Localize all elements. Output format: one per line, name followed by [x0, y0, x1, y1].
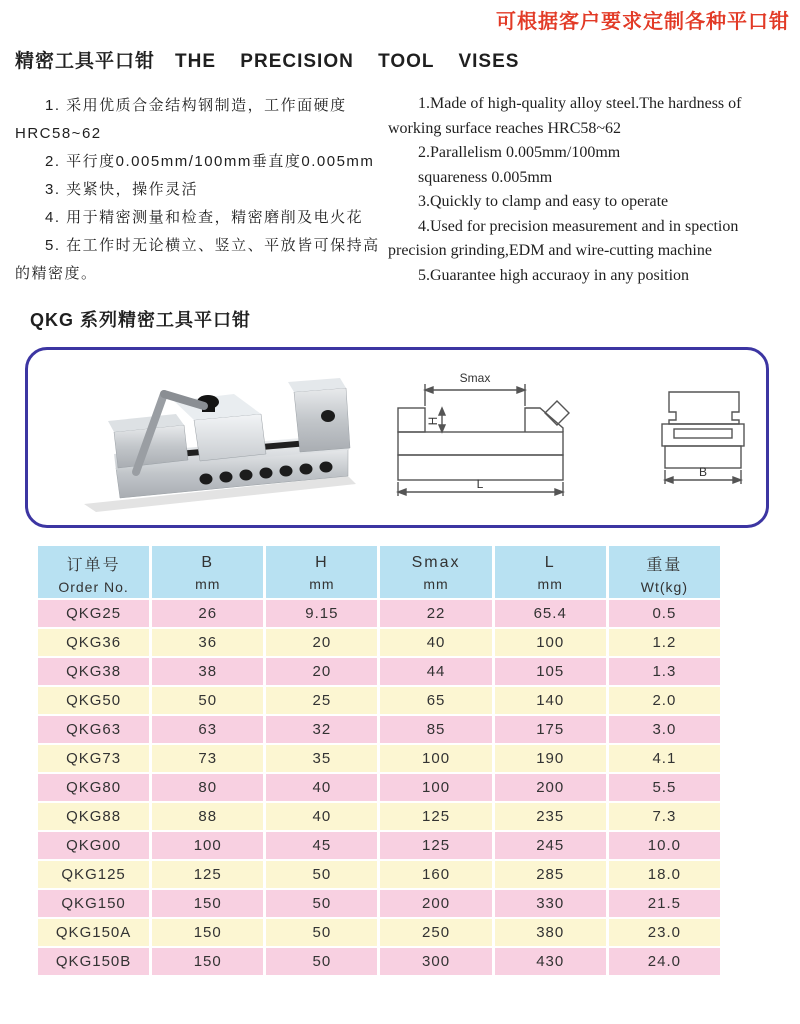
cell-l: 100: [495, 629, 606, 656]
table-row: [38, 658, 720, 685]
cell-b: 100: [152, 832, 263, 859]
spec-table-head: [38, 546, 720, 598]
cell-h: 35: [266, 745, 377, 772]
cell-l: 380: [495, 919, 606, 946]
dim-label-b: B: [698, 465, 708, 479]
table-row: [38, 629, 720, 656]
cell-l: 200: [495, 774, 606, 801]
features-english: [388, 92, 792, 288]
feature-line-en: precision grinding,EDM and wire-cutting machine: [388, 242, 712, 259]
cell-b: 80: [152, 774, 263, 801]
cell-l: 430: [495, 948, 606, 975]
custom-order-note: 可根据客户要求定制各种平口钳: [496, 11, 790, 33]
cell-order-no: QKG150: [38, 890, 149, 917]
cell-weight: 4.1: [609, 745, 720, 772]
cell-smax: 125: [380, 832, 491, 859]
feature-line-en: 4.Used for precision measurement and in spection: [418, 217, 739, 235]
cell-weight: 23.0: [609, 919, 720, 946]
cell-h: 20: [266, 658, 377, 685]
header-line2: mm: [195, 576, 221, 592]
feature-line-zh: 3. 夹紧快，操作灵活: [45, 181, 199, 198]
header-line1: 重量: [646, 556, 683, 574]
header-line2: mm: [537, 576, 563, 592]
spec-table-body: [38, 600, 720, 975]
vise-movable-jaw: [194, 414, 266, 461]
series-section-title: QKG 系列精密工具平口钳: [30, 310, 252, 330]
side-left-jaw: [398, 408, 425, 432]
cell-weight: 7.3: [609, 803, 720, 830]
cell-h: 50: [266, 948, 377, 975]
spec-table-header-cell: [380, 546, 491, 598]
cell-weight: 2.0: [609, 687, 720, 714]
cell-l: 330: [495, 890, 606, 917]
cell-b: 150: [152, 919, 263, 946]
table-row: [38, 600, 720, 627]
cell-b: 26: [152, 600, 263, 627]
cell-h: 25: [266, 687, 377, 714]
cell-smax: 85: [380, 716, 491, 743]
cell-l: 245: [495, 832, 606, 859]
table-row: [38, 803, 720, 830]
cell-h: 50: [266, 919, 377, 946]
table-row: [38, 861, 720, 888]
cell-b: 38: [152, 658, 263, 685]
feature-line-en: 2.Parallelism 0.005mm/100mm: [418, 144, 621, 161]
cell-order-no: QKG63: [38, 716, 149, 743]
cell-order-no: QKG00: [38, 832, 149, 859]
cell-smax: 300: [380, 948, 491, 975]
cell-smax: 44: [380, 658, 491, 685]
cell-order-no: QKG80: [38, 774, 149, 801]
dim-label-smax: Smax: [459, 371, 491, 385]
feature-line-en: 5.Guarantee high accuraoy in any position: [418, 266, 690, 284]
cell-order-no: QKG88: [38, 803, 149, 830]
feature-line-zh: 5. 在工作时无论横立、竖立、平放皆可保持高: [45, 237, 380, 254]
cell-weight: 10.0: [609, 832, 720, 859]
cell-weight: 1.2: [609, 629, 720, 656]
header-line2: Wt(kg): [640, 578, 688, 595]
feature-line-zh: HRC58~62: [15, 125, 102, 142]
end-slot: [674, 429, 732, 438]
feature-line-zh: 1. 采用优质合金结构钢制造，工作面硬度: [45, 97, 347, 114]
cell-order-no: QKG150B: [38, 948, 149, 975]
header-line1: L: [544, 554, 556, 571]
header-line2: mm: [309, 576, 335, 592]
cell-order-no: QKG50: [38, 687, 149, 714]
table-row: [38, 745, 720, 772]
cell-h: 50: [266, 890, 377, 917]
cell-weight: 21.5: [609, 890, 720, 917]
features-chinese: [15, 92, 387, 288]
spec-table-header-cell: [609, 546, 720, 598]
feature-line-en: 3.Quickly to clamp and easy to operate: [418, 193, 669, 210]
header-line1: B: [201, 554, 215, 571]
cell-l: 285: [495, 861, 606, 888]
cell-b: 125: [152, 861, 263, 888]
cell-l: 235: [495, 803, 606, 830]
cell-smax: 200: [380, 890, 491, 917]
cell-smax: 250: [380, 919, 491, 946]
side-body-upper: [398, 432, 563, 455]
cell-b: 36: [152, 629, 263, 656]
page-title-chinese: 精密工具平口钳: [15, 51, 156, 72]
cell-smax: 65: [380, 687, 491, 714]
cell-l: 105: [495, 658, 606, 685]
side-right-jaw: [525, 408, 563, 432]
table-row: [38, 774, 720, 801]
feature-line-zh: 2. 平行度0.005mm/100mm垂直度0.005mm: [45, 153, 375, 170]
spec-table-header-cell: [266, 546, 377, 598]
drawing-side-view: [380, 362, 630, 507]
cell-b: 150: [152, 890, 263, 917]
cell-weight: 1.3: [609, 658, 720, 685]
table-row: [38, 716, 720, 743]
cell-order-no: QKG25: [38, 600, 149, 627]
header-line1: Smax: [411, 554, 461, 571]
cell-weight: 18.0: [609, 861, 720, 888]
table-row: [38, 890, 720, 917]
cell-h: 40: [266, 774, 377, 801]
spec-table-header-row: [38, 546, 720, 598]
cell-l: 140: [495, 687, 606, 714]
cell-weight: 24.0: [609, 948, 720, 975]
spec-table-header-cell: [152, 546, 263, 598]
cell-h: 32: [266, 716, 377, 743]
cell-weight: 3.0: [609, 716, 720, 743]
cell-b: 150: [152, 948, 263, 975]
cell-h: 45: [266, 832, 377, 859]
header-line2: Order No.: [58, 578, 129, 595]
cell-b: 73: [152, 745, 263, 772]
cell-h: 9.15: [266, 600, 377, 627]
cell-order-no: QKG73: [38, 745, 149, 772]
cell-smax: 22: [380, 600, 491, 627]
cell-order-no: QKG125: [38, 861, 149, 888]
cell-l: 190: [495, 745, 606, 772]
header-line2: mm: [423, 576, 449, 592]
cell-h: 20: [266, 629, 377, 656]
cell-b: 88: [152, 803, 263, 830]
dim-label-l: L: [476, 477, 484, 491]
feature-line-en: working surface reaches HRC58~62: [388, 119, 622, 137]
spec-table-header-cell: [38, 546, 149, 598]
cell-b: 50: [152, 687, 263, 714]
cell-smax: 100: [380, 745, 491, 772]
cell-l: 175: [495, 716, 606, 743]
page-title-english: THE PRECISION TOOL VISES: [175, 51, 520, 72]
product-figure-box: [25, 347, 769, 528]
dim-label-h: H: [426, 416, 440, 426]
vise-fixed-block: [294, 388, 350, 452]
page-title: [15, 46, 519, 73]
side-screw-head: [545, 401, 569, 425]
cell-b: 63: [152, 716, 263, 743]
cell-weight: 5.5: [609, 774, 720, 801]
cell-weight: 0.5: [609, 600, 720, 627]
feature-line-zh: 的精密度。: [15, 265, 98, 282]
feature-line-en: 1.Made of high-quality alloy steel.The hardness of: [418, 95, 742, 112]
spec-table: [35, 544, 723, 977]
end-upper-block: [669, 392, 739, 424]
cell-order-no: QKG36: [38, 629, 149, 656]
cell-h: 40: [266, 803, 377, 830]
table-row: [38, 948, 720, 975]
drawing-end-view: [644, 362, 769, 507]
feature-line-en: squareness 0.005mm: [418, 168, 553, 186]
table-row: [38, 687, 720, 714]
cell-smax: 160: [380, 861, 491, 888]
feature-line-zh: 4. 用于精密测量和检查，精密磨削及电火花: [45, 209, 364, 226]
header-line1: H: [315, 554, 329, 571]
spec-table-header-cell: [495, 546, 606, 598]
table-row: [38, 832, 720, 859]
cell-smax: 40: [380, 629, 491, 656]
cell-smax: 125: [380, 803, 491, 830]
fixed-block-hole: [321, 410, 335, 422]
cell-smax: 100: [380, 774, 491, 801]
product-photo-vise: [56, 364, 368, 516]
cell-l: 65.4: [495, 600, 606, 627]
table-row: [38, 919, 720, 946]
cell-h: 50: [266, 861, 377, 888]
header-line1: 订单号: [66, 556, 121, 574]
cell-order-no: QKG150A: [38, 919, 149, 946]
cell-order-no: QKG38: [38, 658, 149, 685]
